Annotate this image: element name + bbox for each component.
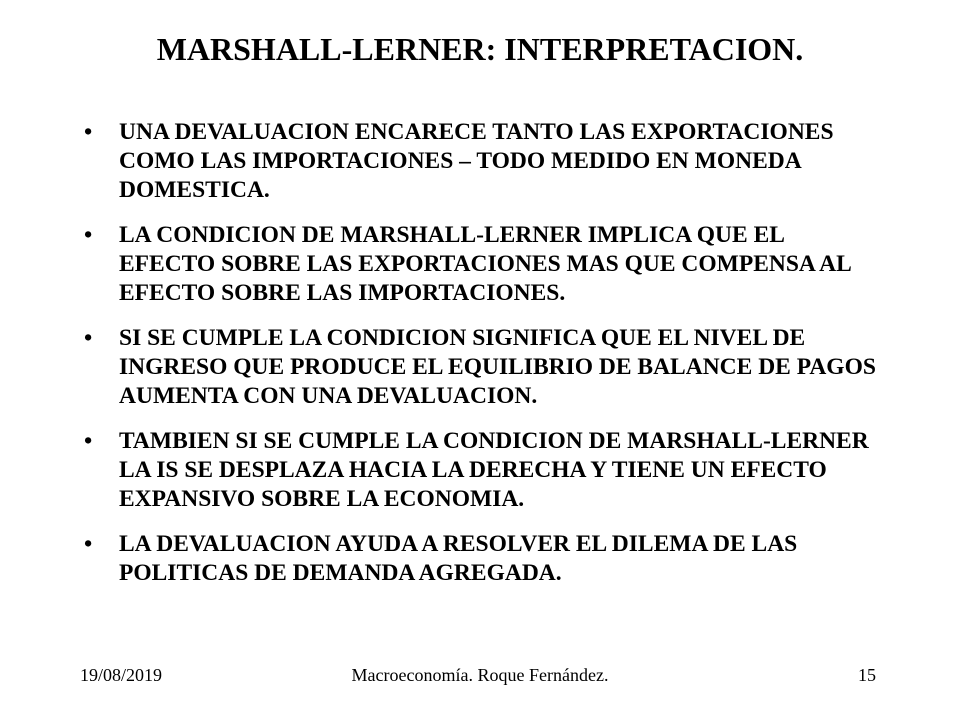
bullet-item-5 [84,530,884,588]
bullet-text: SI SE CUMPLE LA CONDICION SIGNIFICA QUE EL NIVEL DE INGRESO QUE PRODUCE EL EQUILIBRIO DE BALANCE DE PAGOS AUMENTA CON UNA DEVALUACION. [119,325,876,409]
slide-title: MARSHALL-LERNER: INTERPRETACION. [156,31,804,67]
bullet-icon: • [84,531,93,557]
bullet-text: LA DEVALUACION AYUDA A RESOLVER EL DILEMA DE LAS POLITICAS DE DEMANDA AGREGADA. [119,531,798,586]
bullet-item-1 [84,118,884,205]
bullet-icon: • [84,222,93,248]
bullet-text: LA CONDICION DE MARSHALL-LERNER IMPLICA QUE EL EFECTO SOBRE LAS EXPORTACIONES MAS QUE COMPENSA AL EFECTO SOBRE LAS IMPORTACIONES. [119,222,851,306]
bullet-text: TAMBIEN SI SE CUMPLE LA CONDICION DE MARSHALL-LERNER LA IS SE DESPLAZA HACIA LA DERECHA Y TIENE UN EFECTO EXPANSIVO SOBRE LA ECONOMIA. [119,428,869,512]
bullet-item-3 [84,324,884,411]
bullet-text: UNA DEVALUACION ENCARECE TANTO LAS EXPORTACIONES COMO LAS IMPORTACIONES – TODO MEDIDO EN MONEDA DOMESTICA. [119,119,834,203]
bullet-item-2 [84,221,884,308]
footer-author: Macroeconomía. Roque Fernández. [351,665,609,685]
footer-page-number: 15 [858,665,876,685]
bullet-icon: • [84,428,93,454]
footer-date: 19/08/2019 [80,665,163,685]
bullet-icon: • [84,325,93,351]
bullet-icon: • [84,119,93,145]
bullet-item-4 [84,427,884,514]
bullet-list [84,118,884,604]
